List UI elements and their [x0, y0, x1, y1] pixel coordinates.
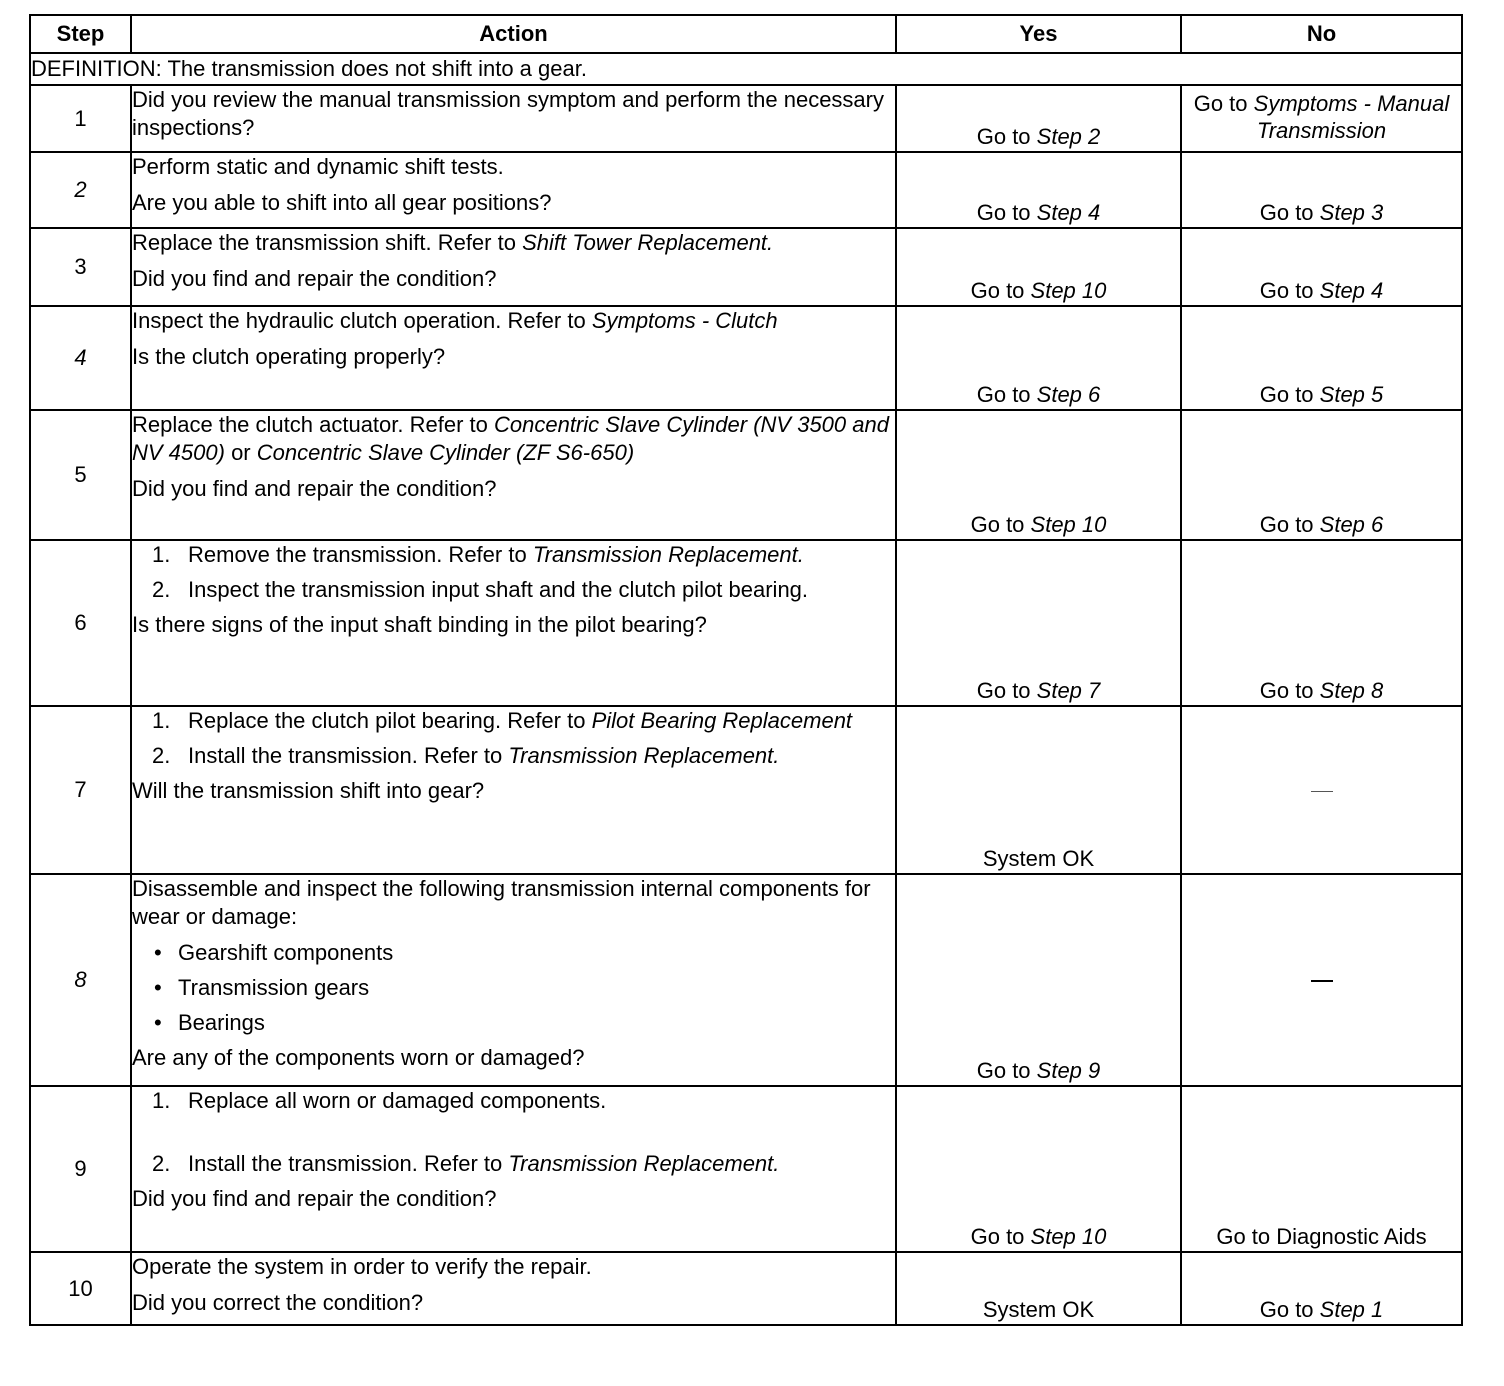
no-cell — [1181, 228, 1462, 306]
table-row — [30, 306, 1462, 410]
header-action: Action — [131, 15, 896, 53]
action-text: Operate the system in order to verify the repair. — [132, 1254, 592, 1279]
step-number: 1 — [30, 85, 131, 152]
step-number: 3 — [30, 228, 131, 306]
yes-prefix: Go to — [976, 1058, 1037, 1083]
bullet-text: Transmission gears — [178, 975, 370, 1000]
bullet-item — [154, 1009, 895, 1037]
table-row — [30, 874, 1462, 1086]
numbered-item — [152, 541, 895, 569]
bullet-text: Gearshift components — [178, 940, 394, 965]
item-number: 1. — [152, 708, 171, 733]
table-row — [30, 152, 1462, 228]
definition-text: DEFINITION: The transmission does not shift into a gear. — [30, 53, 1462, 85]
step-number: 7 — [30, 706, 131, 874]
yes-cell — [896, 1086, 1181, 1252]
numbered-item — [152, 742, 895, 770]
diagnostic-table — [29, 14, 1463, 1326]
yes-step-link[interactable]: Step 2 — [1036, 124, 1101, 149]
no-step-link[interactable]: Step 6 — [1319, 512, 1384, 537]
no-prefix: Go to — [1259, 512, 1320, 537]
yes-result: System OK — [982, 846, 1095, 871]
bullet-icon: • — [154, 975, 162, 1000]
no-diagnostic-aids-link[interactable]: Go to Diagnostic Aids — [1216, 1224, 1427, 1249]
yes-step-link[interactable]: Step 10 — [1030, 1224, 1107, 1249]
yes-prefix: Go to — [976, 678, 1037, 703]
yes-cell — [896, 152, 1181, 228]
action-text: Did you review the manual transmission symptom and perform the necessary inspections? — [132, 87, 884, 140]
yes-cell — [896, 306, 1181, 410]
not-applicable-dash — [1311, 980, 1333, 982]
item-number: 2. — [152, 1151, 171, 1176]
action-question: Will the transmission shift into gear? — [132, 778, 485, 803]
action-question: Did you find and repair the condition? — [132, 266, 497, 291]
no-cell — [1181, 410, 1462, 540]
yes-step-link[interactable]: Step 10 — [1030, 278, 1107, 303]
yes-prefix: Go to — [976, 200, 1037, 225]
table-row — [30, 228, 1462, 306]
item-text: Inspect the transmission input shaft and the clutch pilot bearing. — [188, 577, 809, 602]
no-cell — [1181, 540, 1462, 706]
yes-prefix: Go to — [976, 124, 1037, 149]
reference-link[interactable]: Transmission Replacement. — [508, 1151, 780, 1176]
action-text: Disassemble and inspect the following transmission internal components for wear or damage: — [132, 876, 871, 929]
reference-link-alt[interactable]: Concentric Slave Cylinder (ZF S6-650) — [256, 440, 635, 465]
table-row — [30, 410, 1462, 540]
action-cell — [131, 410, 896, 540]
item-text: Replace all worn or damaged components. — [188, 1088, 607, 1113]
not-applicable-dash — [1311, 791, 1333, 792]
no-cell — [1181, 85, 1462, 152]
item-text: Replace the clutch pilot bearing. Refer to — [188, 708, 592, 733]
item-number: 1. — [152, 1088, 171, 1113]
table-row — [30, 85, 1462, 152]
no-prefix: Go to — [1259, 1297, 1320, 1322]
step-number: 10 — [30, 1252, 131, 1325]
yes-cell — [896, 1252, 1181, 1325]
yes-step-link[interactable]: Step 6 — [1036, 382, 1101, 407]
item-text: Remove the transmission. Refer to — [188, 542, 533, 567]
numbered-item — [152, 1087, 895, 1115]
bullet-icon: • — [154, 1010, 162, 1035]
bullet-text: Bearings — [178, 1010, 265, 1035]
yes-prefix: Go to — [970, 512, 1031, 537]
bullet-icon: • — [154, 940, 162, 965]
yes-prefix: Go to — [970, 278, 1031, 303]
action-cell — [131, 228, 896, 306]
action-cell — [131, 540, 896, 706]
reference-link[interactable]: Transmission Replacement. — [532, 542, 804, 567]
action-cell — [131, 706, 896, 874]
no-prefix: Go to — [1259, 382, 1320, 407]
action-question: Is the clutch operating properly? — [132, 344, 446, 369]
no-prefix: Go to — [1259, 678, 1320, 703]
no-step-link[interactable]: Step 4 — [1319, 278, 1384, 303]
yes-result: System OK — [982, 1297, 1095, 1322]
no-cell — [1181, 706, 1462, 874]
table-row — [30, 540, 1462, 706]
step-number: 4 — [30, 306, 131, 410]
action-question: Did you find and repair the condition? — [132, 476, 497, 501]
header-yes: Yes — [896, 15, 1181, 53]
table-row — [30, 706, 1462, 874]
action-question: Are any of the components worn or damaged? — [132, 1045, 585, 1070]
no-step-link[interactable]: Step 1 — [1319, 1297, 1384, 1322]
reference-link[interactable]: Transmission Replacement. — [508, 743, 780, 768]
reference-link[interactable]: Pilot Bearing Replacement — [591, 708, 853, 733]
step-number: 9 — [30, 1086, 131, 1252]
step-number: 2 — [30, 152, 131, 228]
no-cell — [1181, 152, 1462, 228]
numbered-item — [152, 707, 895, 735]
numbered-item — [152, 576, 895, 604]
yes-cell — [896, 228, 1181, 306]
step-number: 6 — [30, 540, 131, 706]
no-reference-link[interactable]: Symptoms - Manual Transmission — [1253, 91, 1450, 143]
action-question: Is there signs of the input shaft binding in the pilot bearing? — [132, 612, 707, 637]
no-cell — [1181, 1252, 1462, 1325]
no-step-link[interactable]: Step 8 — [1319, 678, 1384, 703]
table-row — [30, 1252, 1462, 1325]
action-text: Perform static and dynamic shift tests. — [132, 154, 504, 179]
no-step-link[interactable]: Step 5 — [1319, 382, 1384, 407]
yes-cell — [896, 410, 1181, 540]
yes-cell — [896, 85, 1181, 152]
item-text: Install the transmission. Refer to — [188, 1151, 509, 1176]
reference-link[interactable]: Concentric Slave Cylinder (NV 3500 and NV 4500) — [132, 412, 889, 465]
reference-link[interactable]: Shift Tower Replacement. — [522, 230, 774, 255]
item-number: 1. — [152, 542, 171, 567]
no-cell — [1181, 874, 1462, 1086]
step-number: 5 — [30, 410, 131, 540]
header-no: No — [1181, 15, 1462, 53]
yes-cell — [896, 874, 1181, 1086]
action-cell — [131, 1252, 896, 1325]
yes-cell — [896, 706, 1181, 874]
definition-row — [30, 53, 1462, 85]
action-question: Are you able to shift into all gear positions? — [132, 190, 552, 215]
action-question: Did you correct the condition? — [132, 1290, 424, 1315]
yes-cell — [896, 540, 1181, 706]
action-question: Did you find and repair the condition? — [132, 1186, 497, 1211]
action-cell — [131, 85, 896, 152]
table-row — [30, 1086, 1462, 1252]
header-step: Step — [30, 15, 131, 53]
action-cell — [131, 1086, 896, 1252]
action-cell — [131, 874, 896, 1086]
yes-step-link[interactable]: Step 4 — [1036, 200, 1101, 225]
reference-link[interactable]: Symptoms - Clutch — [591, 308, 778, 333]
no-cell — [1181, 306, 1462, 410]
action-text: Replace the clutch actuator. Refer to — [132, 412, 494, 437]
action-cell — [131, 306, 896, 410]
yes-prefix: Go to — [970, 1224, 1031, 1249]
yes-prefix: Go to — [976, 382, 1037, 407]
item-number: 2. — [152, 577, 171, 602]
no-prefix: Go to — [1193, 91, 1254, 116]
no-step-link[interactable]: Step 3 — [1319, 200, 1384, 225]
yes-step-link[interactable]: Step 7 — [1036, 678, 1101, 703]
no-prefix: Go to — [1259, 278, 1320, 303]
no-prefix: Go to — [1259, 200, 1320, 225]
item-text: Install the transmission. Refer to — [188, 743, 509, 768]
action-text: Replace the transmission shift. Refer to — [132, 230, 523, 255]
action-text-connector: or — [224, 440, 257, 465]
no-cell — [1181, 1086, 1462, 1252]
bullet-item — [154, 974, 895, 1002]
item-number: 2. — [152, 743, 171, 768]
yes-step-link[interactable]: Step 9 — [1036, 1058, 1101, 1083]
yes-step-link[interactable]: Step 10 — [1030, 512, 1107, 537]
action-text: Inspect the hydraulic clutch operation. Refer to — [132, 308, 592, 333]
numbered-item — [152, 1150, 895, 1178]
bullet-item — [154, 939, 895, 967]
step-number: 8 — [30, 874, 131, 1086]
header-row — [30, 15, 1462, 53]
action-cell — [131, 152, 896, 228]
